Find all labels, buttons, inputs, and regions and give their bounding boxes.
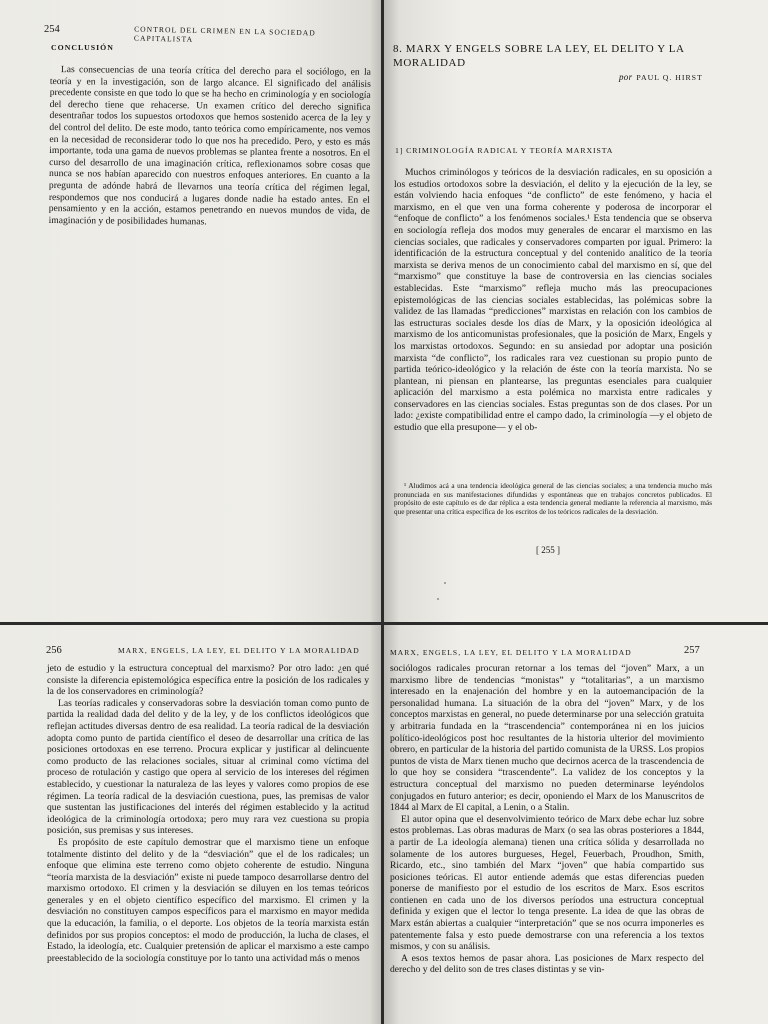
page-gutter-vertical	[381, 0, 384, 1024]
paragraph: A esos textos hemos de pasar ahora. Las posiciones de Marx respecto del derecho y del delito son de tres clases distintas y se vin-	[390, 952, 704, 976]
author-prefix: por	[619, 72, 633, 82]
paragraph: Es propósito de este capítulo demostrar que el marxismo tiene un enfoque totalmente distinto del delito y de la “desviación” que el de los radicales; un enfoque que elimina este terreno como objeto coherente de estudio. Ninguna “teoría marxista de la desviación” existe ni puede tampoco desarrollarse dentro del marxismo ortodoxo. El crimen y la desviación se diluyen en los temas teóricos generales y en el objeto científico específico del marxismo. El crimen y la desviación no constituyen campos específicos para el marxismo en mayor medida que la educación, la familia, o el deporte. Los objetos de la teoría marxista están definidos por sus propios conceptos: el modo de producción, la lucha de clases, el Estado, la ideología, etc. Cualquier pretensión de aplicar el marxismo a este campo preestablecido de la sociología constituye por lo tanto una actividad más o menos	[47, 836, 369, 964]
page-257	[384, 625, 768, 1024]
page-256	[0, 625, 381, 1024]
page-255	[384, 0, 768, 622]
page-number: 254	[44, 24, 60, 35]
paragraph: Las teorías radicales y conservadoras sobre la desviación toman como punto de partida la realidad dada del delito y de la ley, y de los conflictos ideológicos que reflejan actitudes diversas dentro de esa realidad. La teoría radical de la desviación adopta como punto de partida científico el deseo de desarrollar una crítica de las posiciones ortodoxas en ese terreno. Procura explicar y justificar al delincuente como producto de las relaciones sociales, situar al criminal como víctima del proceso de rotulación y castigo que opera al servicio de los intereses del régimen establecido, y cuestionar la naturaleza de las leyes y valores como propios de ese régimen. La teoría radical de la desviación cuestiona, pues, las premisas de valor que sustentan las justificaciones del interés del régimen establecido y la actitud ideológica de la criminología ortodoxa; pero muy rara vez cuestiona su propia posición, sus premisas y sus intereses.	[47, 697, 369, 837]
paragraph: jeto de estudio y la estructura conceptual del marxismo? Por otro lado: ¿en qué consiste la diferencia epistemológica específica entre la posición de los radicales y la de los conservadores en criminología?	[47, 663, 369, 698]
paragraph: Muchos criminólogos y teóricos de la desviación radicales, en su oposición a los estudios ortodoxos sobre la desviación, el delito y la ejecución de la ley, se están volviendo hacia enfoques “de conflicto” de este fenómeno, y hacia el marxismo, en el que ven una forma coherente y poderosa de incorporar el “enfoque de conflicto” a los fenómenos sociales.¹ Esta tendencia que se observa en sociología refleja dos modos muy generales de encarar el marxismo en las ciencias sociales, que radicales y conservadores comparten por igual. Primero: la identificación de la estructura conceptual y del contenido analítico de la teoría marxista se deriva menos de un conocimiento cabal del marxismo en sí, que del “marxismo” que constituye la base de controversia en las ciencias sociales establecidas. Este “marxismo” refleja mucho más las preocupaciones epistemológicas de las ciencias sociales establecidas, las polémicas sobre la validez de las llamadas “predicciones” marxistas en relación con los cambios de las estructuras sociales desde los días de Marx, y la oposición ideológica al marxismo de los anticomunistas profesionales, que la posición de Marx, Engels y los marxistas ortodoxos. Segundo: en su ansiedad por adoptar una posición marxista “de conflicto”, los radicales rara vez cuestionan su propio punto de partida teórico-ideológico y la relación de éste con la teoría marxista. No se plantean, ni piensan en plantearse, las preguntas esenciales para cualquier aplicación del marxismo a esta polémica no marxista entre radicales y conservadores en las ciencias sociales. Estas preguntas son de dos clases. Por un lado: ¿existe compatibilidad entre el campo dado, la criminología —y el objeto de estudio que ella presupone— y el ob-	[394, 167, 712, 434]
page-number: [ 255 ]	[536, 545, 560, 555]
subheading: 1] CRIMINOLOGÍA RADICAL Y TEORÍA MARXISTA	[395, 146, 614, 155]
page-gutter-horizontal	[0, 622, 768, 625]
author-name: PAUL Q. HIRST	[636, 73, 703, 82]
author-line	[619, 72, 703, 82]
paragraph: El autor opina que el desenvolvimiento teórico de Marx debe echar luz sobre estos problemas. Las obras maduras de Marx (o sea las obras posteriores a 1844, a partir de La ideología alemana) tienen una crítica sólida y desarrollada no solamente de los autores burgueses, Hegel, Feuerbach, Proudhon, Smith, Ricardo, etc., sino también del Marx “joven” que había compartido sus posiciones teóricas. El autor entiende además que estas diferencias pueden ponerse de manifiesto por el estudio de los escritos de Marx. Esos escritos contienen en cada uno de los diversos períodos una estructura conceptual definida y exigen que el lector lo tenga presente. La idea de que las obras de Marx están abiertas a cualquier “interpretación” que se nos ocurra imponerles es patentemente falsa y esto puede demostrarse con una referencia a los textos mismos, y con su análisis.	[390, 813, 704, 953]
running-head: CONTROL DEL CRIMEN EN LA SOCIEDAD CAPITALISTA	[133, 24, 316, 44]
paragraph: Las consecuencias de una teoría crítica del derecho para el sociólogo, en la teoría y en la investigación, son de largo alcance. El significado del análisis precedente consiste en que todo lo que se ha hecho en criminología y en sociología del derecho tiene que rehacerse. Un examen crítico del derecho significa desentrañar todos los supuestos ortodoxos que hemos sostenido acerca de la ley y del control del delito. De este modo, tanto teórica como empíricamente, nos vemos en la necesidad de reconsiderar todo lo que nos ha precedido. Pero, y esto es más importante, toda una gama de nuevos problemas se plantea frente a nosotros. En el curso del desarrollo de una imaginación crítica, reflexionamos sobre cosas que nunca se nos habían aparecido con nuestros enfoques anteriores. En cuanto a la pregunta de adónde habrá de llevarnos una teoría crítica del régimen legal, respondemos que nos conducirá a lugares donde nadie ha estado antes. En el pensamiento y en la acción, estamos penetrando en nuevos mundos de vida, de imaginación y de posibilidades humanas.	[48, 64, 371, 228]
paragraph: sociólogos radicales procuran retornar a los temas del “joven” Marx, a un marxismo libre de tendencias “monistas” y “totalitarias”, a un marxismo interesado en la enajenación del hombre y en la autoemancipación de la personalidad humana. La situación de la obra del “joven” Marx, y de los conceptos marxistas en general, no puede determinarse por una selección gratuita y arbitraria fundada en la “trascendencia” contemporánea ni en los juicios político-ideológicos post hoc resultantes de la historia ulterior del movimiento obrero, en particular de la historia del partido comunista de la URSS. Los propios puntos de vista de Marx tienen mucho que decirnos acerca de la trascendencia de lo que hoy se considera “trascendente”. La validez de los conceptos y la estructura conceptual del marxismo no pueden determinarse leyéndolos conjugados en futuro anterior; es decir, oponiendo el Marx de los Manuscritos de 1844 al Marx de El capital, a Lenin, o a Stalin.	[390, 663, 704, 814]
body-text	[390, 663, 704, 976]
page-number: 257	[684, 645, 700, 656]
body-text	[47, 663, 369, 964]
running-head: MARX, ENGELS, LA LEY, EL DELITO Y LA MORALIDAD	[118, 646, 360, 655]
section-label: CONCLUSIÓN	[51, 43, 114, 52]
footnote-text: ¹ Aludimos acá a una tendencia ideológica general de las ciencias sociales; a una tendencia mucho más pronunciada en sus manifestaciones difundidas y espontáneas que en trabajos concretos publicados. El propósito de este capítulo es de dar réplica a esta tendencia general mediante la referencia al marxismo, más que presentar una crítica específica de los escritos de los teóricos radicales de la desviación.	[394, 482, 712, 516]
paper-speck	[437, 598, 439, 600]
page-254	[0, 0, 381, 622]
body-text	[394, 167, 712, 434]
page-number: 256	[46, 645, 62, 656]
footnote	[394, 482, 712, 516]
body-text	[49, 64, 371, 229]
running-head: MARX, ENGELS, LA LEY, EL DELITO Y LA MORALIDAD	[390, 648, 632, 657]
paper-speck	[444, 582, 446, 584]
chapter-title: 8. MARX Y ENGELS SOBRE LA LEY, EL DELITO Y LA MORALIDAD	[393, 43, 684, 69]
